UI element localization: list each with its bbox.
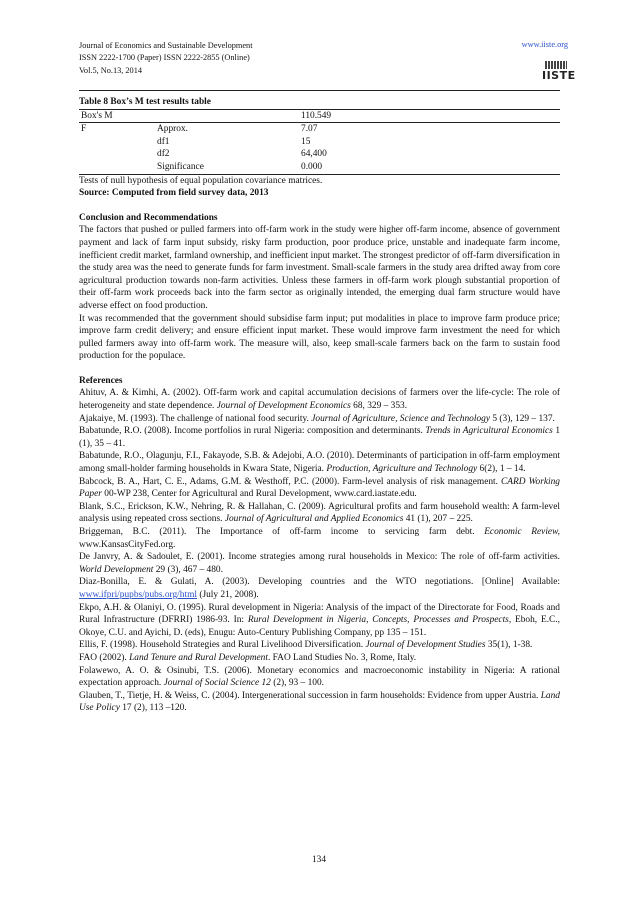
reference-details: 5 (3), 129 – 137. — [490, 413, 555, 424]
reference-details: . FAO Land Studies No. 3, Rome, Italy. — [267, 652, 417, 663]
reference-details: 68, 329 – 353. — [350, 401, 408, 412]
table-cell — [79, 136, 155, 149]
reference-text: Babatunde, R.O. (2008). Income portfolios in rural Nigeria: composition and determinants. — [79, 426, 426, 437]
table-source: Source: Computed from field survey data, 2013 — [79, 188, 269, 199]
journal-header — [79, 40, 253, 77]
reference-details: (2), 93 – 100. — [270, 678, 324, 689]
reference-item — [79, 602, 560, 640]
table-cell: df2 — [157, 149, 170, 160]
reference-item — [79, 551, 560, 576]
reference-details: 35(1), 1-38. — [485, 640, 533, 651]
table-cell — [79, 161, 155, 174]
reference-source-title: Journal of Agriculture, Science and Technology — [311, 413, 491, 424]
page-number: 134 — [311, 855, 327, 865]
conclusion-paragraph-1: The factors that pushed or pulled farmers into off-farm work in the study were higher off-farm income, absence of government payment and lack of farm input subsidy, risky farm production, poor produce price, unstable and inadequate farm income, inefficient credit market, farmland ownership, and inefficient input market. The strongest predictor of off-farm diversification in the study area was the need to generate funds for farm investment. Small-scale farmers in the study area drifted away from core agricultural production towards non-farm activities. Unless these farmers in off-farm work plough substantial proportion of their off-farm work proceeds back into the farm sector as originally intended, the emerging dual farm structure would have adverse effect on food production. — [79, 225, 560, 311]
reference-source-title: Journal of Social Science 12 — [163, 678, 271, 689]
table-caption: Table 8 Box’s M test results table — [79, 97, 211, 107]
reference-source-title: CARD Working Paper — [79, 476, 560, 500]
reference-item — [79, 476, 560, 501]
reference-source-title: Journal of Development Studies — [365, 640, 486, 651]
reference-text: Babcock, B. A., Hart, C. E., Adams, G.M. & Westhoff, P.C. (2000). Farm-level analysis of risk management. — [79, 476, 502, 487]
header-rule — [79, 90, 560, 91]
references-heading: References — [79, 375, 123, 386]
reference-text: Ekpo, A.H. & Olaniyi, O. (1995). Rural development in Nigeria: Analysis of the impact of the Directorate for Food, Roads and Rural Infrastructure (DFRRI) 1986-93. In: — [79, 602, 560, 626]
reference-text: Briggeman, B.C. (2011). The Importance of off-farm income to servicing farm debt. — [79, 527, 485, 537]
page-content — [79, 96, 560, 715]
reference-link[interactable]: www.ifpri/pupbs/pubs.org/html — [79, 589, 197, 600]
table-row — [79, 136, 560, 149]
table-header-row — [79, 109, 560, 123]
table-cell: F — [81, 124, 87, 135]
reference-item — [79, 450, 560, 475]
table-row — [79, 123, 560, 136]
table-note: Tests of null hypothesis of equal population covariance matrices. — [79, 175, 323, 186]
reference-details: , Eboh, E.C., Okoye, C.U. and Ayichi, D. (eds), Enugu: Auto-Century Publishing Company, pp 135 – 151. — [79, 615, 560, 638]
table-header-label: Box's M — [79, 109, 299, 123]
journal-volume: Vol.5, No.13, 2014 — [79, 65, 142, 75]
reference-text: Folawewo, A. O. & Osinubi, T.S. (2006). Monetary economics and macroeconomic instability in Nigeria: A rational expectation approach. — [79, 665, 560, 689]
table-cell: Approx. — [157, 124, 188, 135]
reference-item — [79, 665, 560, 690]
reference-text: FAO (2002). — [79, 652, 130, 663]
reference-source-title: Trends in Agricultural Economics — [425, 426, 553, 437]
journal-title: Journal of Economics and Sustainable Development — [79, 41, 253, 50]
reference-source-title: Journal of Agricultural and Applied Economics — [224, 514, 404, 525]
reference-details: 29 (3), 467 – 480. — [153, 564, 223, 575]
logo-bars-icon — [545, 61, 567, 69]
iiste-logo — [540, 61, 576, 85]
reference-text: Ellis, F. (1998). Household Strategies and Rural Livelihood Diversification. — [79, 640, 366, 651]
table-cell: 64,400 — [301, 149, 327, 160]
reference-text: Blank, S.C., Erickson, K.W., Nehring, R. & Hallahan, C. (2009). Agricultural profits and farm household wealth: A farm-level analysis using repeated cross sections. — [79, 501, 560, 525]
reference-source-title: Land Use Policy — [79, 690, 560, 714]
table-header-value: 110.549 — [299, 109, 383, 123]
journal-issn: ISSN 2222-1700 (Paper) ISSN 2222-2855 (Online) — [79, 53, 250, 63]
reference-source-title: Rural Development in Nigeria, Concepts, Processes and Prospects — [247, 615, 509, 626]
reference-details: 00-WP 238, Center for Agricultural and Rural Development, www.card.iastate.edu. — [101, 489, 417, 500]
logo-text: IISTE — [542, 69, 576, 82]
reference-text: De Janvry, A. & Sadoulet, E. (2001). Income strategies among rural households in Mexico: The role of off-farm activities. — [79, 552, 560, 563]
table-cell: df1 — [157, 136, 170, 147]
reference-source-title: World Development — [79, 564, 154, 575]
reference-details: 17 (2), 113 –120. — [119, 703, 187, 714]
reference-text: Ajakaiye, M. (1993). The challenge of national food security. — [79, 413, 312, 424]
reference-text: Babatunde, R.O., Olagunju, F.I., Fakayode, S.B. & Adejobi, A.O. (2010). Determinants of participation in off-farm employment among small-holder farming households in Kwara State, Nigeria. — [79, 451, 560, 475]
reference-details: 41 (1), 207 – 225. — [403, 514, 473, 525]
table-row — [79, 161, 560, 174]
reference-text: Ahituv, A. & Kimhi, A. (2002). Off-farm work and capital accumulation decisions of farmers over the life-cycle: The role of heterogeneity and state dependence. — [79, 388, 560, 412]
table-cell: 7.07 — [301, 124, 318, 135]
reference-source-title: Production, Agriculture and Technology — [326, 464, 478, 475]
reference-item — [79, 690, 560, 715]
reference-source-title: Journal of Development Economics — [216, 401, 351, 412]
table-row — [79, 148, 560, 161]
reference-item — [79, 425, 560, 450]
reference-text: Diaz-Bonilla, E. & Gulati, A. (2003). Developing countries and the WTO negotiations. [Online] Available: — [79, 577, 560, 588]
reference-source-title: Economic Review, — [484, 527, 560, 537]
conclusion-paragraph-2: It was recommended that the government should subsidise farm input; put modalities in place to improve farm produce price; improve farm credit delivery; and ensure efficient input market. These would improve farm investment the need for which pulled farmers away into off-farm work. The measure will, also, keep small-scale farmers back on the farm to sustain food production for the populace. — [79, 313, 560, 362]
reference-item — [79, 501, 560, 526]
conclusion-heading: Conclusion and Recommendations — [79, 212, 218, 223]
boxs-m-table — [79, 109, 560, 175]
reference-list — [79, 387, 560, 714]
reference-details: 6(2), 1 – 14. — [477, 464, 526, 475]
table-cell — [79, 148, 155, 161]
reference-item — [79, 387, 560, 412]
reference-details: www.KansasCityFed.org. — [79, 539, 176, 550]
table-cell: 15 — [301, 136, 311, 147]
table-cell: 0.000 — [299, 161, 383, 174]
reference-item — [79, 526, 560, 551]
reference-item — [79, 652, 560, 665]
reference-item — [79, 413, 560, 426]
reference-details: (July 21, 2008). — [196, 589, 259, 600]
reference-item — [79, 576, 560, 601]
reference-details: 1 (1), 35 – 41. — [79, 426, 561, 449]
table-cell: Significance — [155, 161, 299, 174]
reference-text: Glauben, T., Tietje, H. & Weiss, C. (2004). Intergenerational succession in farm households: Evidence from upper Austria. — [79, 690, 541, 701]
reference-item — [79, 639, 560, 652]
reference-source-title: Land Tenure and Rural Development — [129, 652, 268, 663]
journal-url-link[interactable]: www.iiste.org — [521, 40, 568, 49]
